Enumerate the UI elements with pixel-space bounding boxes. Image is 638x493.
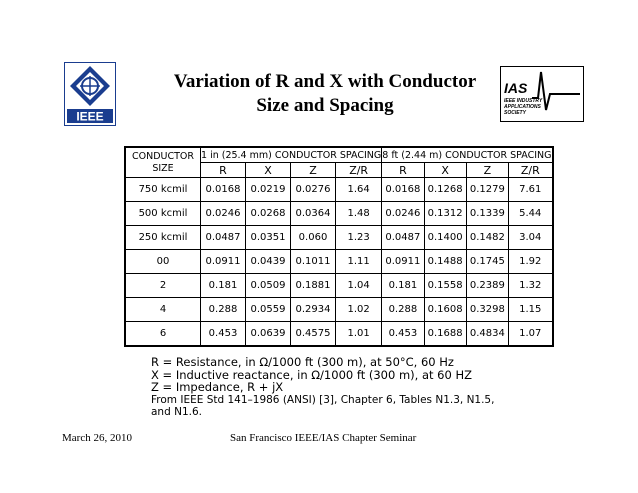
- size-header-cell: [125, 147, 201, 178]
- value-cell: 0.0246: [201, 202, 246, 226]
- slide-title-line-2: Size and Spacing: [256, 95, 394, 116]
- value-cell: 0.0559: [246, 298, 291, 322]
- value-cell: 0.0509: [246, 274, 291, 298]
- impedance-table: [124, 146, 554, 347]
- group-header-8ft: 8 ft (2.44 m) CONDUCTOR SPACING: [382, 147, 553, 163]
- note-reactance: X = Inductive reactance, in Ω/1000 ft (300 m), at 60 HZ: [151, 367, 472, 382]
- note-source: From IEEE Std 141–1986 (ANSI) [3], Chapter 6, Tables N1.3, N1.5,: [151, 393, 495, 406]
- value-cell: 0.453: [201, 322, 246, 347]
- value-cell: 0.181: [201, 274, 246, 298]
- value-cell: 0.1279: [466, 178, 508, 202]
- table-row: [125, 322, 553, 347]
- value-cell: 1.23: [336, 226, 382, 250]
- footer-title: San Francisco IEEE/IAS Chapter Seminar: [230, 432, 417, 444]
- value-cell: 1.32: [509, 274, 553, 298]
- col-header-zr-2: Z/R: [509, 163, 553, 178]
- value-cell: 0.0639: [246, 322, 291, 347]
- value-cell: 0.1400: [424, 226, 466, 250]
- value-cell: 1.02: [336, 298, 382, 322]
- value-cell: 1.48: [336, 202, 382, 226]
- group-header-1in: 1 in (25.4 mm) CONDUCTOR SPACING: [201, 147, 382, 163]
- value-cell: 0.1688: [424, 322, 466, 347]
- value-cell: 0.288: [201, 298, 246, 322]
- value-cell: 0.0911: [201, 250, 246, 274]
- value-cell: 0.0268: [246, 202, 291, 226]
- note-resistance: R = Resistance, in Ω/1000 ft (300 m), at 50°C, 60 Hz: [151, 355, 454, 369]
- value-cell: 1.04: [336, 274, 382, 298]
- size-cell: 6: [125, 322, 201, 347]
- size-cell: 00: [125, 250, 201, 274]
- value-cell: 0.4575: [291, 322, 336, 347]
- value-cell: 1.64: [336, 178, 382, 202]
- value-cell: 0.1608: [424, 298, 466, 322]
- value-cell: 0.1011: [291, 250, 336, 274]
- col-header-x-2: X: [424, 163, 466, 178]
- ias-logo-subtext-1: IEEE INDUSTRY: [504, 98, 543, 104]
- col-header-r-1: R: [201, 163, 246, 178]
- value-cell: 1.01: [336, 322, 382, 347]
- value-cell: 1.15: [509, 298, 553, 322]
- value-cell: 0.0219: [246, 178, 291, 202]
- value-cell: 0.0487: [382, 226, 424, 250]
- value-cell: 0.1745: [466, 250, 508, 274]
- size-cell: 500 kcmil: [125, 202, 201, 226]
- value-cell: 0.0439: [246, 250, 291, 274]
- value-cell: 0.0351: [246, 226, 291, 250]
- value-cell: 0.181: [382, 274, 424, 298]
- table-row: [125, 298, 553, 322]
- value-cell: 0.0911: [382, 250, 424, 274]
- col-header-x-1: X: [246, 163, 291, 178]
- value-cell: 0.3298: [466, 298, 508, 322]
- value-cell: 0.2389: [466, 274, 508, 298]
- value-cell: 0.0168: [382, 178, 424, 202]
- note-impedance: Z = Impedance, R + jX: [151, 380, 284, 394]
- slide-title: [140, 70, 510, 118]
- value-cell: 0.0168: [201, 178, 246, 202]
- value-cell: 0.0364: [291, 202, 336, 226]
- value-cell: 1.11: [336, 250, 382, 274]
- ias-logo: [500, 66, 584, 122]
- footer-date: March 26, 2010: [62, 432, 132, 444]
- ieee-logo-text: IEEE: [76, 109, 104, 124]
- ias-logo-subtext-3: SOCIETY: [504, 110, 526, 116]
- col-header-z-1: Z: [291, 163, 336, 178]
- value-cell: 0.2934: [291, 298, 336, 322]
- ieee-logo: [64, 62, 116, 126]
- table-row: [125, 226, 553, 250]
- value-cell: 5.44: [509, 202, 553, 226]
- table-row: [125, 274, 553, 298]
- col-header-z-2: Z: [466, 163, 508, 178]
- value-cell: 0.4834: [466, 322, 508, 347]
- note-source-cont: and N1.6.: [151, 406, 202, 418]
- value-cell: 1.92: [509, 250, 553, 274]
- ias-logo-subtext-2: APPLICATIONS: [504, 104, 541, 110]
- value-cell: 0.1881: [291, 274, 336, 298]
- value-cell: 3.04: [509, 226, 553, 250]
- value-cell: 0.0487: [201, 226, 246, 250]
- ias-logo-text: IAS: [504, 80, 528, 96]
- size-header-line-1: CONDUCTOR: [131, 150, 194, 162]
- value-cell: 7.61: [509, 178, 553, 202]
- table-row: [125, 250, 553, 274]
- table-row: [125, 202, 553, 226]
- table-row: [125, 178, 553, 202]
- size-cell: 250 kcmil: [125, 226, 201, 250]
- size-cell: 2: [125, 274, 201, 298]
- value-cell: 0.0276: [291, 178, 336, 202]
- table-notes: [151, 356, 494, 419]
- value-cell: 0.0246: [382, 202, 424, 226]
- value-cell: 0.1339: [466, 202, 508, 226]
- value-cell: 0.453: [382, 322, 424, 347]
- value-cell: 0.060: [291, 226, 336, 250]
- size-cell: 4: [125, 298, 201, 322]
- col-header-r-2: R: [382, 163, 424, 178]
- col-header-zr-1: Z/R: [336, 163, 382, 178]
- value-cell: 0.1482: [466, 226, 508, 250]
- value-cell: 0.1268: [424, 178, 466, 202]
- value-cell: 0.1312: [424, 202, 466, 226]
- slide-title-line-1: Variation of R and X with Conductor: [173, 71, 477, 92]
- value-cell: 0.1488: [424, 250, 466, 274]
- table-header-row-groups: [125, 147, 553, 163]
- size-header-line-2: SIZE: [152, 162, 174, 174]
- value-cell: 0.1558: [424, 274, 466, 298]
- size-cell: 750 kcmil: [125, 178, 201, 202]
- value-cell: 0.288: [382, 298, 424, 322]
- value-cell: 1.07: [509, 322, 553, 347]
